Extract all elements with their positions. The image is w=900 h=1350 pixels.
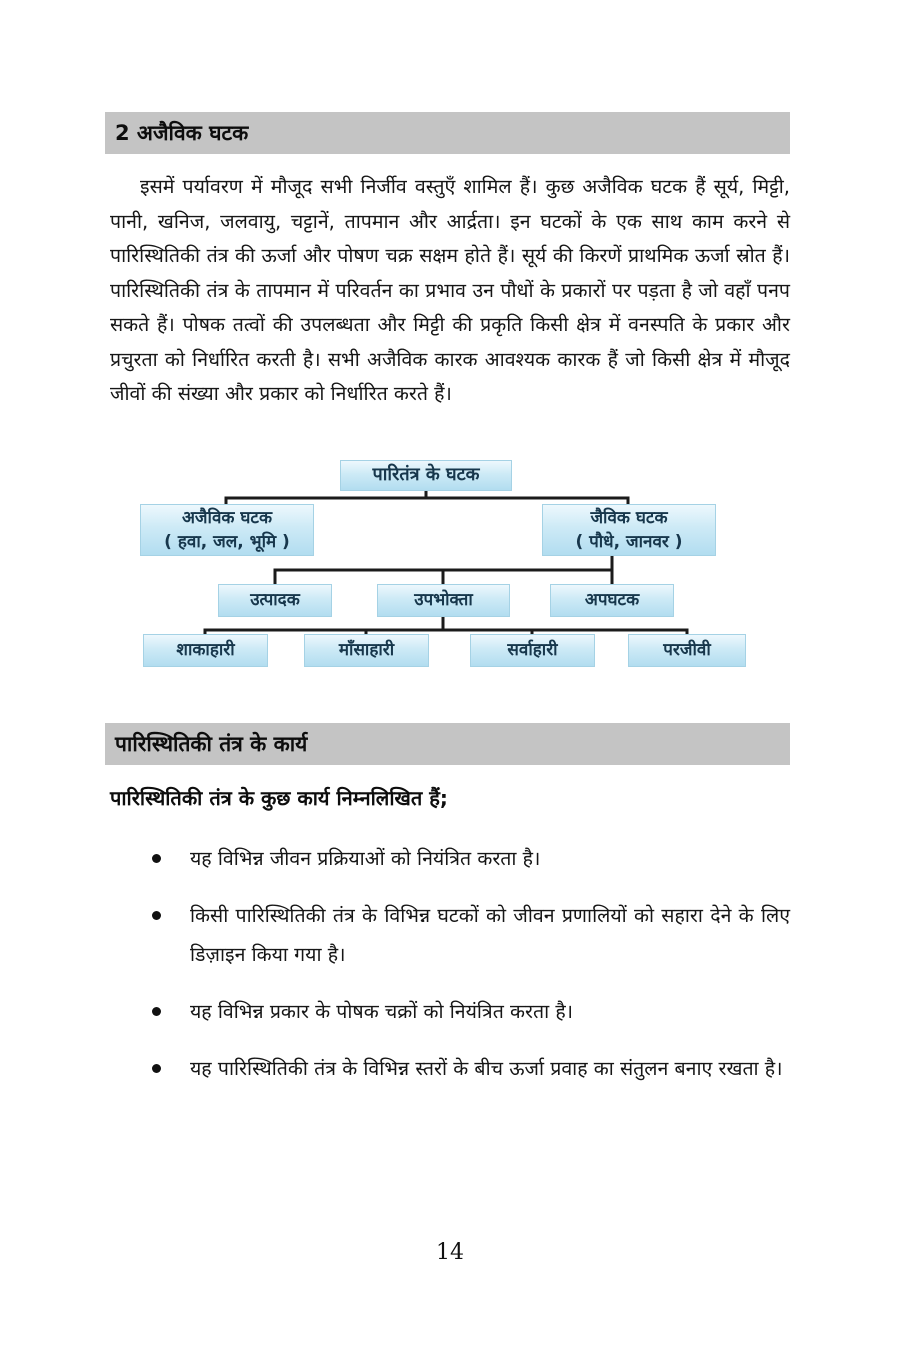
node-label: माँसाहारी [338,640,395,660]
diagram-node-parasite [628,634,746,667]
node-label: अजैविक घटक [181,507,273,528]
node-sublabel: ( हवा, जल, भूमि ) [164,531,290,552]
diagram-node-biotic [542,504,716,556]
node-label: सर्वाहारी [507,640,558,660]
diagram-node-carnivore [304,634,429,667]
paragraph-abiotic-components: इसमें पर्यावरण में मौजूद सभी निर्जीव वस्तुएँ शामिल हैं। कुछ अजैविक घटक हैं सूर्य, मिट्टी, पानी, खनिज, जलवायु, चट्टानें, तापमान और आर्द्रता। इन घटकों के एक साथ काम करने से पारिस्थितिकी तंत्र की ऊर्जा और पोषण चक्र सक्षम होते हैं। सूर्य की किरणें प्राथमिक ऊर्जा स्रोत हैं। पारिस्थितिकी तंत्र के तापमान में परिवर्तन का प्रभाव उन पौधों के प्रकारों पर पड़ता है जो वहाँ पनप सकते हैं। पोषक तत्वों की उपलब्धता और मिट्टी की प्रकृति किसी क्षेत्र में वनस्पति के प्रकार और प्रचुरता को निर्धारित करती है। सभी अजैविक कारक आवश्यक कारक हैं जो किसी क्षेत्र में मौजूद जीवों की संख्या और प्रकार को निर्धारित करते हैं। [110,175,791,405]
bullet-icon [152,911,161,920]
diagram-node-herbivore [143,634,268,667]
node-label: उत्पादक [250,590,300,610]
list-item-text: यह पारिस्थितिकी तंत्र के विभिन्न स्तरों के बीच ऊर्जा प्रवाह का संतुलन बनाए रखता है। [190,1056,783,1080]
diagram-node-consumer [377,584,510,617]
section-heading-ecosystem-functions: पारिस्थितिकी तंत्र के कार्य [105,723,790,765]
node-label: शाकाहारी [176,640,235,660]
node-sublabel: ( पौधे, जानवर ) [575,531,683,552]
text-column [110,112,790,1106]
ecosystem-components-diagram [110,456,790,671]
node-label: पारितंत्र के घटक [372,464,480,485]
diagram-node-decomposer [550,584,674,617]
node-label: अपघटक [584,590,640,610]
functions-intro-line: पारिस्थितिकी तंत्र के कुछ कार्य निम्नलिखित हैं; [110,785,448,810]
section-heading-abiotic-components: 2 अजैविक घटक [105,112,790,154]
list-item [150,896,790,974]
bullet-icon [152,1007,161,1016]
list-item [150,1049,790,1088]
diagram-node-ecosystem-components [340,460,512,491]
diagram-node-abiotic [140,504,314,556]
list-item [150,992,790,1031]
functions-bullet-list [110,839,790,1088]
bullet-icon [152,1064,161,1073]
page-number: 14 [436,1240,464,1265]
list-item-text: यह विभिन्न जीवन प्रक्रियाओं को नियंत्रित करता है। [190,846,541,870]
diagram-node-producer [218,584,332,617]
node-label: परजीवी [663,640,711,660]
bullet-icon [152,854,161,863]
list-item-text: यह विभिन्न प्रकार के पोषक चक्रों को नियंत्रित करता है। [190,999,574,1023]
node-label: उपभोक्ता [414,590,473,610]
list-item-text: किसी पारिस्थितिकी तंत्र के विभिन्न घटकों को जीवन प्रणालियों को सहारा देने के लिए डिज़ाइन किया गया है। [190,903,790,966]
node-label: जैविक घटक [590,507,668,528]
list-item [150,839,790,878]
diagram-node-omnivore [470,634,595,667]
